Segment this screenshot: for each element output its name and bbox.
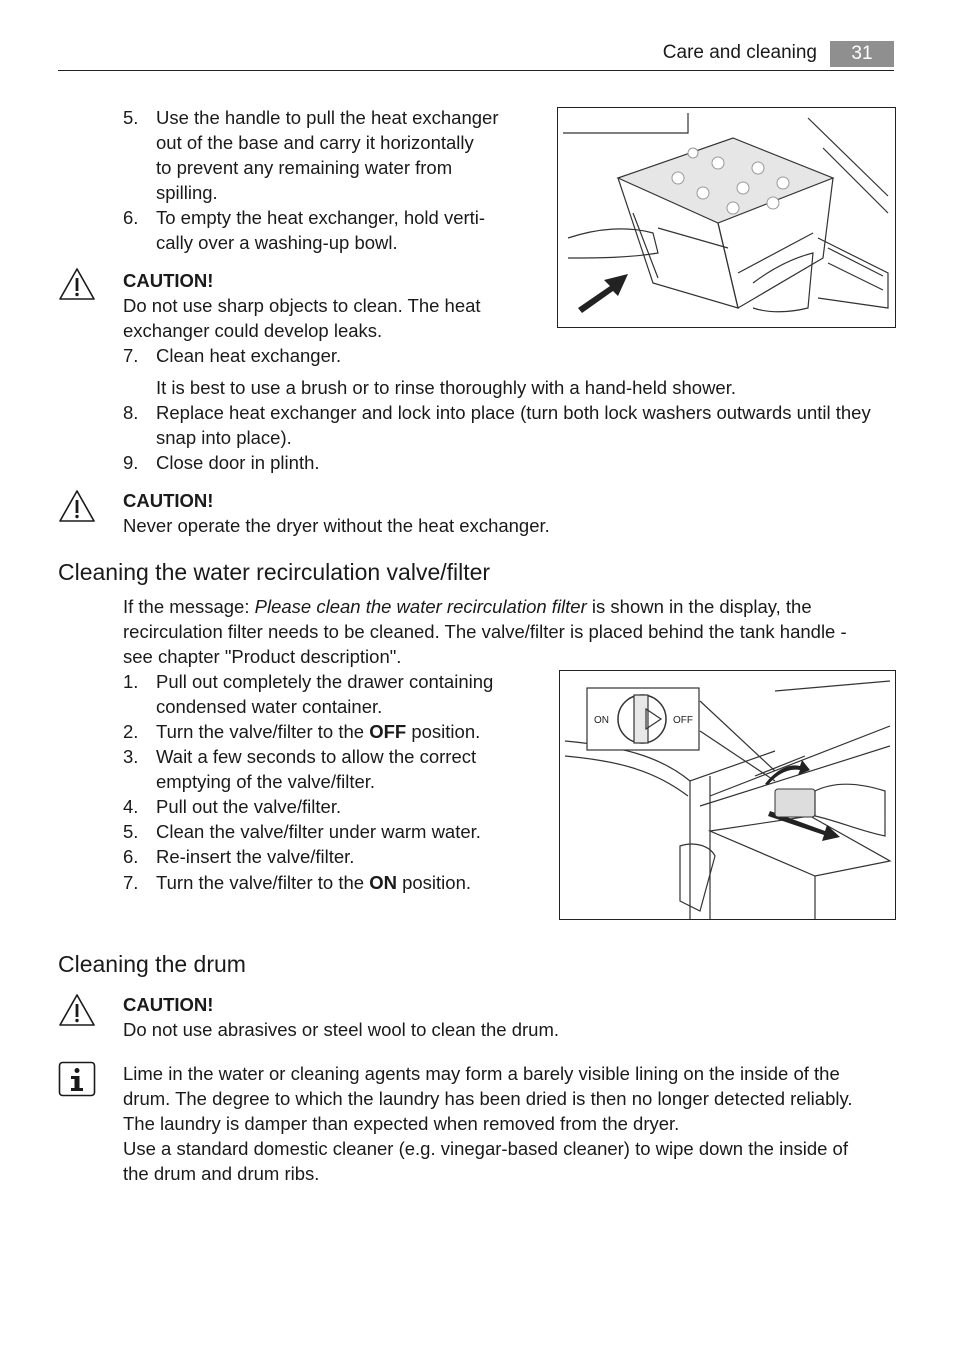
section-heading: Cleaning the drum [58,951,246,977]
step-text: Re-insert the valve/filter. [156,846,355,867]
on-label: ON [594,715,609,726]
warning-triangle-icon [58,993,96,1027]
info-text: Lime in the water or cleaning agents may form a barely visible lining on the inside of the drum. The degree to which the laundry has been dried is then no longer detected reliably. The laundry is damper than expected when removed from the dryer. Use a standard domestic cleaner (e.g. vinegar-based cleaner) to wipe down the inside of the drum and drum ribs. [123,1063,853,1184]
section-heading: Cleaning the water recirculation valve/filter [58,559,491,585]
step-number: 8. [123,402,139,423]
step-number: 4. [123,796,139,817]
step-text: To empty the heat exchanger, hold verti- cally over a washing-up bowl. [156,207,486,253]
off-label: OFF [673,715,693,726]
caution-text: Do not use abrasives or steel wool to clean the drum. [123,1019,560,1040]
step-text: Close door in plinth. [156,452,320,473]
page-number: 31 [830,41,894,67]
step-text: Use the handle to pull the heat exchanger out of the base and carry it horizontally to prevent any remaining water from spilling. [156,107,499,203]
caution-text: Do not use sharp objects to clean. The heat exchanger could develop leaks. [123,295,481,341]
step-number: 7. [123,345,139,366]
step-number: 2. [123,721,139,742]
valve-filter-illustration [559,670,896,920]
step-text: Clean heat exchanger. [156,345,342,366]
step-number: 5. [123,107,139,128]
caution-title: CAUTION! [123,270,214,291]
warning-triangle-icon [58,489,96,523]
header-title: Care and cleaning [662,42,817,63]
heat-exchanger-illustration [557,107,896,328]
step-text: Turn the valve/filter to the OFF position. [156,721,481,742]
step-text: Pull out completely the drawer containing condensed water container. [156,671,494,717]
section-intro: If the message: Please clean the water recirculation filter is shown in the display, the recirculation filter needs to be cleaned. The valve/filter is placed behind the tank handle - see chapter "Product description". [123,596,847,667]
warning-triangle-icon [58,267,96,301]
header-divider [58,70,894,71]
step-text: Turn the valve/filter to the ON position. [156,872,471,893]
step-text: Replace heat exchanger and lock into place (turn both lock washers outwards until they snap into place). [156,402,871,448]
caution-title: CAUTION! [123,490,214,511]
step-number: 7. [123,872,139,893]
info-icon [58,1061,96,1097]
step-number: 3. [123,746,139,767]
step-text: Pull out the valve/filter. [156,796,342,817]
step-number: 5. [123,821,139,842]
step-text: Clean the valve/filter under warm water. [156,821,481,842]
caution-title: CAUTION! [123,994,214,1015]
step-number: 6. [123,846,139,867]
step-number: 1. [123,671,139,692]
caution-text: Never operate the dryer without the heat exchanger. [123,515,550,536]
step-number: 6. [123,207,139,228]
step-number: 9. [123,452,139,473]
step-text: Wait a few seconds to allow the correct emptying of the valve/filter. [156,746,477,792]
step-note: It is best to use a brush or to rinse thoroughly with a hand-held shower. [156,377,736,398]
